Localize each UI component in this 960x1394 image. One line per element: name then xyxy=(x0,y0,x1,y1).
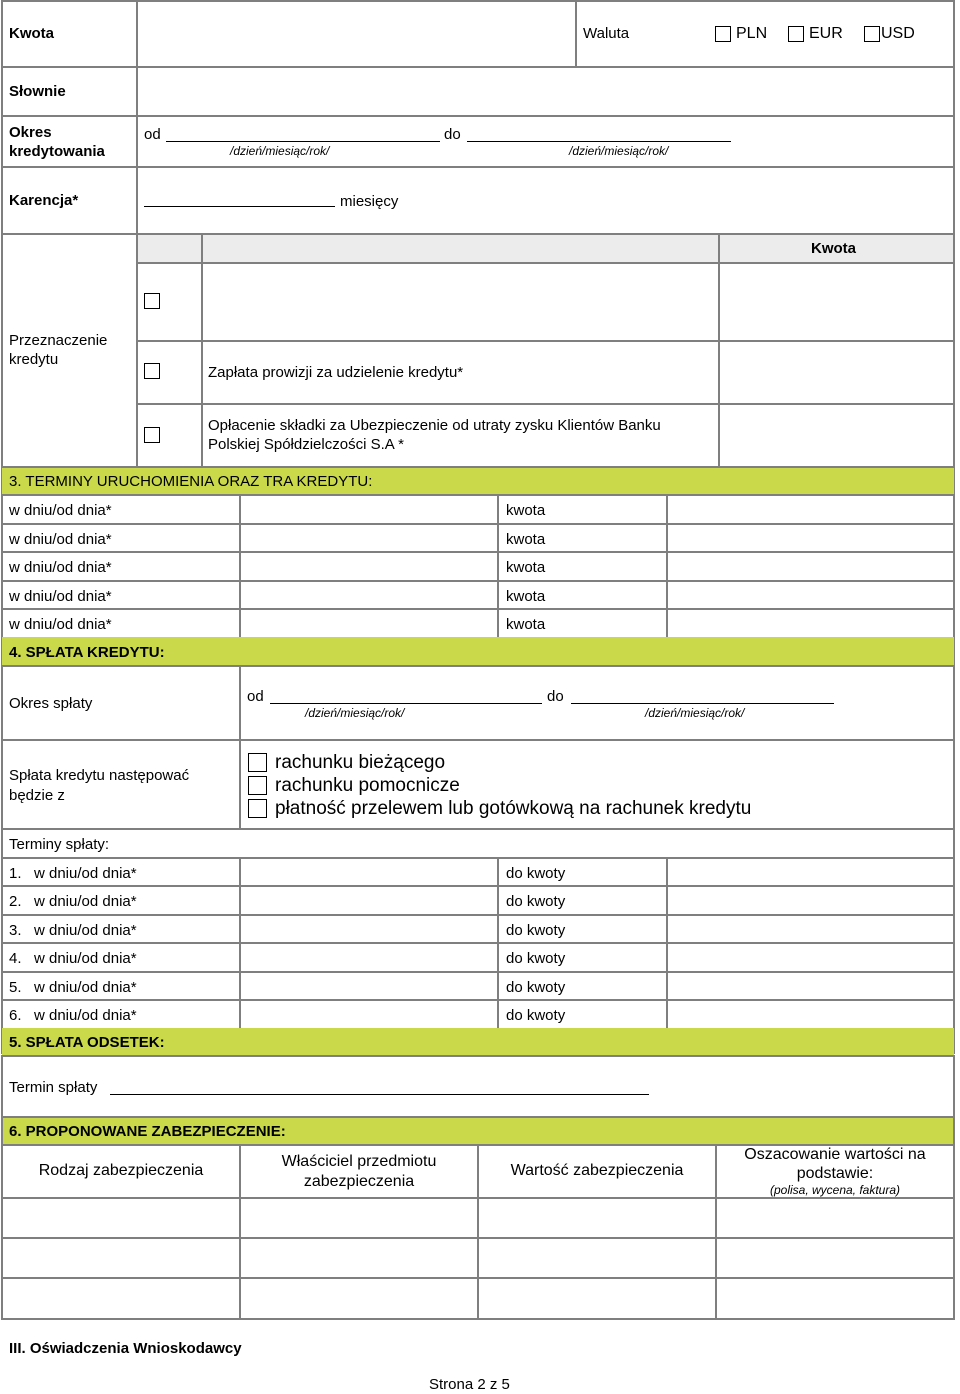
splata-option-3-checkbox[interactable] xyxy=(248,799,267,818)
termin-6-kwota: do kwoty xyxy=(506,1007,566,1024)
s3-row-1-kwota: kwota xyxy=(506,502,546,519)
okres-splaty-label: Okres spłaty xyxy=(9,695,93,712)
s3-row-4-kwota: kwota xyxy=(506,588,546,605)
karencja-field[interactable] xyxy=(144,206,335,207)
kwota-label: Kwota xyxy=(9,25,54,42)
termin-6-num: 6. xyxy=(9,1007,22,1024)
splata-option-1-checkbox[interactable] xyxy=(248,753,267,772)
termin-3-kwota: do kwoty xyxy=(506,922,566,939)
page-number: Strona 2 z 5 xyxy=(429,1376,510,1393)
termin-4-kwota: do kwoty xyxy=(506,950,566,967)
splata-do-hint: /dzień/miesiąc/rok/ xyxy=(645,706,745,720)
col-oszacowanie-header: Oszacowanie wartości na podstawie: xyxy=(744,1146,926,1182)
termin-2-num: 2. xyxy=(9,893,22,910)
splata-od-field[interactable] xyxy=(270,703,542,704)
zabezpieczenie-row-1[interactable] xyxy=(4,1200,952,1236)
section-4-title: 4. SPŁATA KREDYTU: xyxy=(9,644,165,661)
col-rodzaj-header: Rodzaj zabezpieczenia xyxy=(38,1162,204,1179)
waluta-label: Waluta xyxy=(583,25,630,42)
s3-row-2-kwota: kwota xyxy=(506,531,546,548)
s3-row-5-kwota: kwota xyxy=(506,616,546,633)
currency-usd-checkbox[interactable] xyxy=(864,26,880,42)
karencja-miesiecy: miesięcy xyxy=(340,193,399,210)
splata-z-label-2: będzie z xyxy=(9,787,65,804)
termin-3-label: w dniu/od dnia* xyxy=(34,922,137,939)
s3-row-2-label: w dniu/od dnia* xyxy=(9,531,112,548)
s3-row-1-label: w dniu/od dnia* xyxy=(9,502,112,519)
termin-1-kwota: do kwoty xyxy=(506,865,566,882)
currency-usd-label: USD xyxy=(881,25,915,42)
purpose-field-1[interactable] xyxy=(205,266,715,338)
termin-2-label: w dniu/od dnia* xyxy=(34,893,137,910)
currency-eur-checkbox[interactable] xyxy=(788,26,804,42)
zabezpieczenie-row-2[interactable] xyxy=(4,1240,952,1276)
section-3-title: 3. TERMINY URUCHOMIENIA ORAZ TRA KREDYTU: xyxy=(9,473,373,490)
s3-row-3-label: w dniu/od dnia* xyxy=(9,559,112,576)
purpose-kwota-header: Kwota xyxy=(811,240,856,257)
currency-eur-label: EUR xyxy=(809,25,843,42)
termin-splaty-field[interactable] xyxy=(110,1094,649,1095)
splata-od-hint: /dzień/miesiąc/rok/ xyxy=(305,706,405,720)
purpose-row-2-label: Zapłata prowizji za udzielenie kredytu* xyxy=(208,364,464,381)
kwota-field[interactable] xyxy=(140,4,572,64)
purpose-label: Przeznaczenie xyxy=(9,332,108,349)
currency-pln-checkbox[interactable] xyxy=(715,26,731,42)
okres-od-field[interactable] xyxy=(166,141,440,142)
splata-option-2-label: rachunku pomocnicze xyxy=(275,775,460,796)
termin-5-kwota: do kwoty xyxy=(506,979,566,996)
okres-do-label: do xyxy=(444,126,461,143)
purpose-checkbox-3[interactable] xyxy=(144,427,160,443)
splata-option-2-checkbox[interactable] xyxy=(248,776,267,795)
oswiadczenia-heading: III. Oświadczenia Wnioskodawcy xyxy=(9,1340,242,1357)
terminy-splaty-label: Terminy spłaty: xyxy=(9,836,110,853)
purpose-label-2: kredytu xyxy=(9,351,59,368)
purpose-row-3-label: Opłacenie składki za Ubezpieczenie od utraty zysku Klientów Banku xyxy=(208,417,661,434)
splata-z-label: Spłata kredytu następować xyxy=(9,767,190,784)
okres-do-field[interactable] xyxy=(467,141,731,142)
zabezpieczenie-row-3[interactable] xyxy=(4,1280,952,1317)
termin-3-num: 3. xyxy=(9,922,22,939)
slownie-field[interactable] xyxy=(140,70,950,112)
s3-row-4-label: w dniu/od dnia* xyxy=(9,588,112,605)
termin-4-num: 4. xyxy=(9,950,22,967)
termin-5-label: w dniu/od dnia* xyxy=(34,979,137,996)
splata-do-field[interactable] xyxy=(571,703,834,704)
purpose-checkbox-1[interactable] xyxy=(144,293,160,309)
okres-do-hint: /dzień/miesiąc/rok/ xyxy=(569,144,669,158)
s3-row-3-kwota: kwota xyxy=(506,559,546,576)
col-oszacowanie-hint: (polisa, wycena, faktura) xyxy=(769,1183,901,1197)
purpose-checkbox-2[interactable] xyxy=(144,363,160,379)
okres-od-hint: /dzień/miesiąc/rok/ xyxy=(230,144,330,158)
termin-1-label: w dniu/od dnia* xyxy=(34,865,137,882)
col-wlasciciel-header: Właściciel przedmiotu zabezpieczenia xyxy=(281,1153,437,1190)
karencja-label: Karencja* xyxy=(9,192,79,209)
section-5-title: 5. SPŁATA ODSETEK: xyxy=(9,1034,165,1051)
termin-splaty-label: Termin spłaty xyxy=(9,1079,98,1096)
section-6-title: 6. PROPONOWANE ZABEZPIECZENIE: xyxy=(9,1123,286,1140)
s3-row-5-label: w dniu/od dnia* xyxy=(9,616,112,633)
splata-option-3-label: płatność przelewem lub gotówkową na rachunek kredytu xyxy=(275,798,752,819)
termin-4-label: w dniu/od dnia* xyxy=(34,950,137,967)
termin-1-num: 1. xyxy=(9,865,22,882)
termin-5-num: 5. xyxy=(9,979,22,996)
termin-2-kwota: do kwoty xyxy=(506,893,566,910)
splata-do-label: do xyxy=(547,688,564,705)
currency-pln-label: PLN xyxy=(736,25,768,42)
okres-label-2: kredytowania xyxy=(9,143,105,160)
okres-od-label: od xyxy=(144,126,161,143)
okres-label: Okres xyxy=(9,124,52,141)
termin-6-label: w dniu/od dnia* xyxy=(34,1007,137,1024)
purpose-row-3-label-2: Polskiej Spółdzielczości S.A * xyxy=(208,436,404,453)
splata-od-label: od xyxy=(247,688,264,705)
col-wartosc-header: Wartość zabezpieczenia xyxy=(510,1162,684,1179)
slownie-label: Słownie xyxy=(9,83,66,100)
splata-option-1-label: rachunku bieżącego xyxy=(275,752,446,773)
